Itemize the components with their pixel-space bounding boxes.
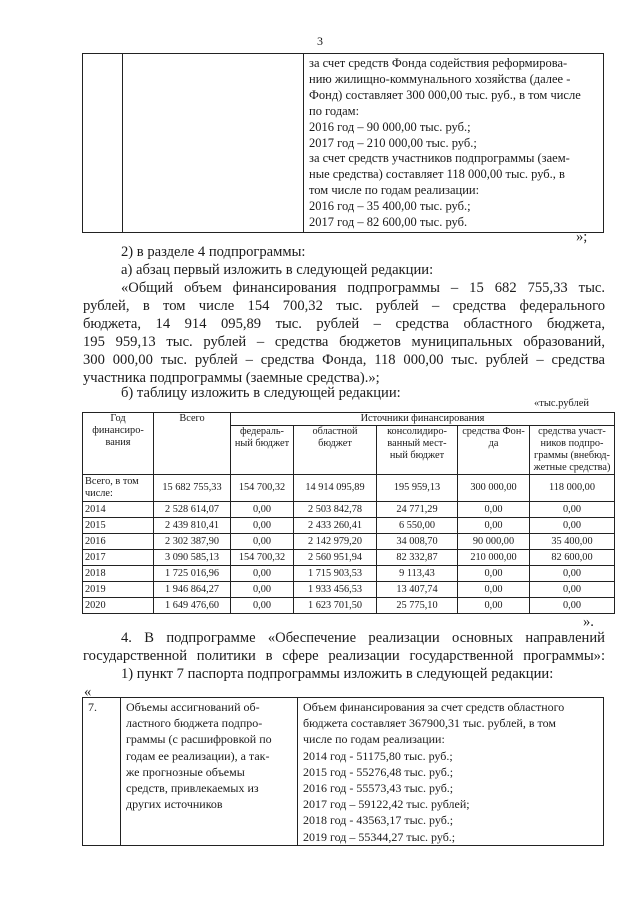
row-year: 2016 — [83, 534, 154, 550]
text-line: ные средства) составляет 118 000,00 тыс. руб., в — [309, 167, 565, 182]
header-sources: Источники финансирования — [231, 413, 615, 426]
cell-total: 2 528 614,07 — [154, 502, 231, 518]
text-line: 2016 год – 35 400,00 тыс. руб.; — [309, 199, 471, 214]
table-unit: «тыс.рублей — [534, 398, 590, 409]
table-cell-label — [123, 54, 304, 233]
cell-fund: 0,00 — [458, 502, 530, 518]
item-4-line: 4. В подпрограмме «Обеспечение реализации основных направлений — [121, 630, 605, 646]
header-fund: средства Фон-да — [458, 426, 530, 475]
cell-regional: 14 914 095,89 — [294, 475, 377, 502]
text-line: нию жилищно-коммунального хозяйства (далее - — [309, 71, 571, 86]
financing-table — [82, 412, 615, 614]
cell-local: 24 771,29 — [377, 502, 458, 518]
table-cell-number: 7. — [83, 698, 121, 846]
text-line: 2016 год - 55573,43 тыс. руб.; — [303, 781, 454, 796]
item-4-1: 1) пункт 7 паспорта подпрограммы изложить в следующей редакции: — [121, 666, 554, 682]
item-2: 2) в разделе 4 подпрограммы: — [121, 244, 306, 260]
text-line: Фонд) составляет 300 000,00 тыс. руб., в том числе — [309, 87, 581, 102]
cell-local: 195 959,13 — [377, 475, 458, 502]
text-line: за счет средств участников подпрограммы (заем- — [309, 151, 570, 166]
table-row — [83, 502, 615, 518]
open-quote: « — [84, 684, 92, 700]
item-2a: а) абзац первый изложить в следующей редакции: — [121, 262, 434, 278]
cell-regional: 2 433 260,41 — [294, 518, 377, 534]
cell-total: 2 302 387,90 — [154, 534, 231, 550]
header-regional: областной бюджет — [294, 426, 377, 475]
text-line: Объемы ассигнований об- — [126, 700, 260, 714]
cell-fund: 0,00 — [458, 582, 530, 598]
cell-local: 13 407,74 — [377, 582, 458, 598]
text-line: по годам: — [309, 103, 360, 118]
closing-quote: ». — [583, 614, 594, 630]
text-line: 2017 год – 59122,42 тыс. рублей; — [303, 797, 470, 812]
cell-local: 82 332,87 — [377, 550, 458, 566]
text-line: 2017 год – 82 600,00 тыс. руб. — [309, 215, 468, 230]
quote-line: участника подпрограммы (заемные средства).»; — [83, 370, 380, 386]
cell-total: 15 682 755,33 — [154, 475, 231, 502]
text-line: том числе по годам реализации: — [309, 183, 480, 198]
row-year: 2018 — [83, 566, 154, 582]
cell-regional: 1 715 903,53 — [294, 566, 377, 582]
row-year: 2014 — [83, 502, 154, 518]
cell-local: 6 550,00 — [377, 518, 458, 534]
cell-participants: 0,00 — [530, 582, 615, 598]
text-line: ластного бюджета подпро- — [126, 716, 263, 731]
table-row — [83, 550, 615, 566]
cell-regional: 2 560 951,94 — [294, 550, 377, 566]
table-cell-content — [304, 54, 604, 233]
cell-federal: 154 700,32 — [231, 475, 294, 502]
text-line: Объем финансирования за счет средств областного — [303, 700, 565, 714]
row-year: 2019 — [83, 582, 154, 598]
passport-table — [82, 697, 604, 846]
page-number: 3 — [317, 34, 323, 48]
table-row — [83, 475, 615, 502]
cell-federal: 0,00 — [231, 534, 294, 550]
cell-participants: 0,00 — [530, 566, 615, 582]
header-participants: средства участ-ников подпро-граммы (внебюд-жетные средства) — [530, 426, 615, 475]
row-year: 2015 — [83, 518, 154, 534]
text-line: 2016 год – 90 000,00 тыс. руб.; — [309, 119, 471, 134]
cell-local: 25 775,10 — [377, 598, 458, 614]
text-line: 2018 год - 43563,17 тыс. руб.; — [303, 813, 454, 828]
cell-regional: 1 623 701,50 — [294, 598, 377, 614]
cell-participants: 82 600,00 — [530, 550, 615, 566]
cell-fund: 90 000,00 — [458, 534, 530, 550]
quote-line: бюджета, 14 914 095,89 тыс. рублей – средства областного бюджета, — [83, 316, 605, 332]
text-line: за счет средств Фонда содействия реформирова- — [309, 56, 568, 70]
text-line: числе по годам реализации: — [303, 732, 445, 747]
table-cell-content — [298, 698, 604, 846]
text-line: бюджета составляет 367900,31 тыс. рублей, в том — [303, 716, 556, 731]
text-line: же прогнозные объемы — [126, 764, 245, 779]
row-year: 2017 — [83, 550, 154, 566]
item-4-line: государственной политики в сфере реализации государственной программы»: — [83, 648, 605, 664]
text-line: 2015 год - 55276,48 тыс. руб.; — [303, 764, 454, 779]
cell-fund: 210 000,00 — [458, 550, 530, 566]
text-line: 2014 год - 51175,80 тыс. руб.; — [303, 748, 453, 763]
cell-local: 34 008,70 — [377, 534, 458, 550]
text-line: годам ее реализации), а так- — [126, 748, 270, 763]
cell-total: 1 725 016,96 — [154, 566, 231, 582]
table-row — [83, 598, 615, 614]
cell-participants: 0,00 — [530, 518, 615, 534]
text-line: 2017 год – 210 000,00 тыс. руб.; — [309, 135, 477, 150]
cell-regional: 1 933 456,53 — [294, 582, 377, 598]
quote-line: 300 000,00 тыс. рублей – средства Фонда, 118 000,00 тыс. рублей – средства — [83, 352, 605, 368]
cell-federal: 0,00 — [231, 598, 294, 614]
table-row — [83, 518, 615, 534]
text-line: средств, привлекаемых из — [126, 781, 259, 796]
cell-participants: 0,00 — [530, 598, 615, 614]
cell-local: 9 113,43 — [377, 566, 458, 582]
cell-fund: 0,00 — [458, 566, 530, 582]
cell-regional: 2 142 979,20 — [294, 534, 377, 550]
cell-total: 3 090 585,13 — [154, 550, 231, 566]
cell-participants: 0,00 — [530, 502, 615, 518]
quote-line: рублей, в том числе 154 700,32 тыс. рублей – средства федерального — [83, 298, 605, 314]
header-year: Год финансиро-вания — [83, 413, 154, 475]
cell-participants: 118 000,00 — [530, 475, 615, 502]
table-row — [83, 582, 615, 598]
quote-line: 195 959,13 тыс. рублей – средства бюджетов муниципальных образований, — [83, 334, 605, 350]
quote-line: «Общий объем финансирования подпрограммы – 15 682 755,33 тыс. — [121, 280, 605, 296]
cell-fund: 300 000,00 — [458, 475, 530, 502]
text-line: 2019 год – 55344,27 тыс. руб.; — [303, 829, 456, 844]
closing-quote: »; — [576, 229, 588, 245]
text-line: других источников — [126, 797, 223, 812]
row-year: Всего, в том числе: — [83, 475, 154, 502]
cell-total: 1 649 476,60 — [154, 598, 231, 614]
table-row — [83, 534, 615, 550]
item-2b: б) таблицу изложить в следующей редакции: — [121, 385, 401, 401]
cell-regional: 2 503 842,78 — [294, 502, 377, 518]
text-line: граммы (с расшифровкой по — [126, 732, 272, 747]
table-row — [83, 566, 615, 582]
cell-participants: 35 400,00 — [530, 534, 615, 550]
cell-fund: 0,00 — [458, 598, 530, 614]
header-local: консолидиро-ванный мест-ный бюджет — [377, 426, 458, 475]
cell-fund: 0,00 — [458, 518, 530, 534]
cell-federal: 0,00 — [231, 566, 294, 582]
table-cell-number — [83, 54, 123, 233]
cell-federal: 0,00 — [231, 582, 294, 598]
row-year: 2020 — [83, 598, 154, 614]
cell-total: 1 946 864,27 — [154, 582, 231, 598]
cell-federal: 0,00 — [231, 502, 294, 518]
header-federal: федераль-ный бюджет — [231, 426, 294, 475]
cell-federal: 0,00 — [231, 518, 294, 534]
header-total: Всего — [154, 413, 231, 475]
passport-table-continuation — [82, 53, 604, 233]
cell-total: 2 439 810,41 — [154, 518, 231, 534]
cell-federal: 154 700,32 — [231, 550, 294, 566]
table-cell-label — [121, 698, 298, 846]
